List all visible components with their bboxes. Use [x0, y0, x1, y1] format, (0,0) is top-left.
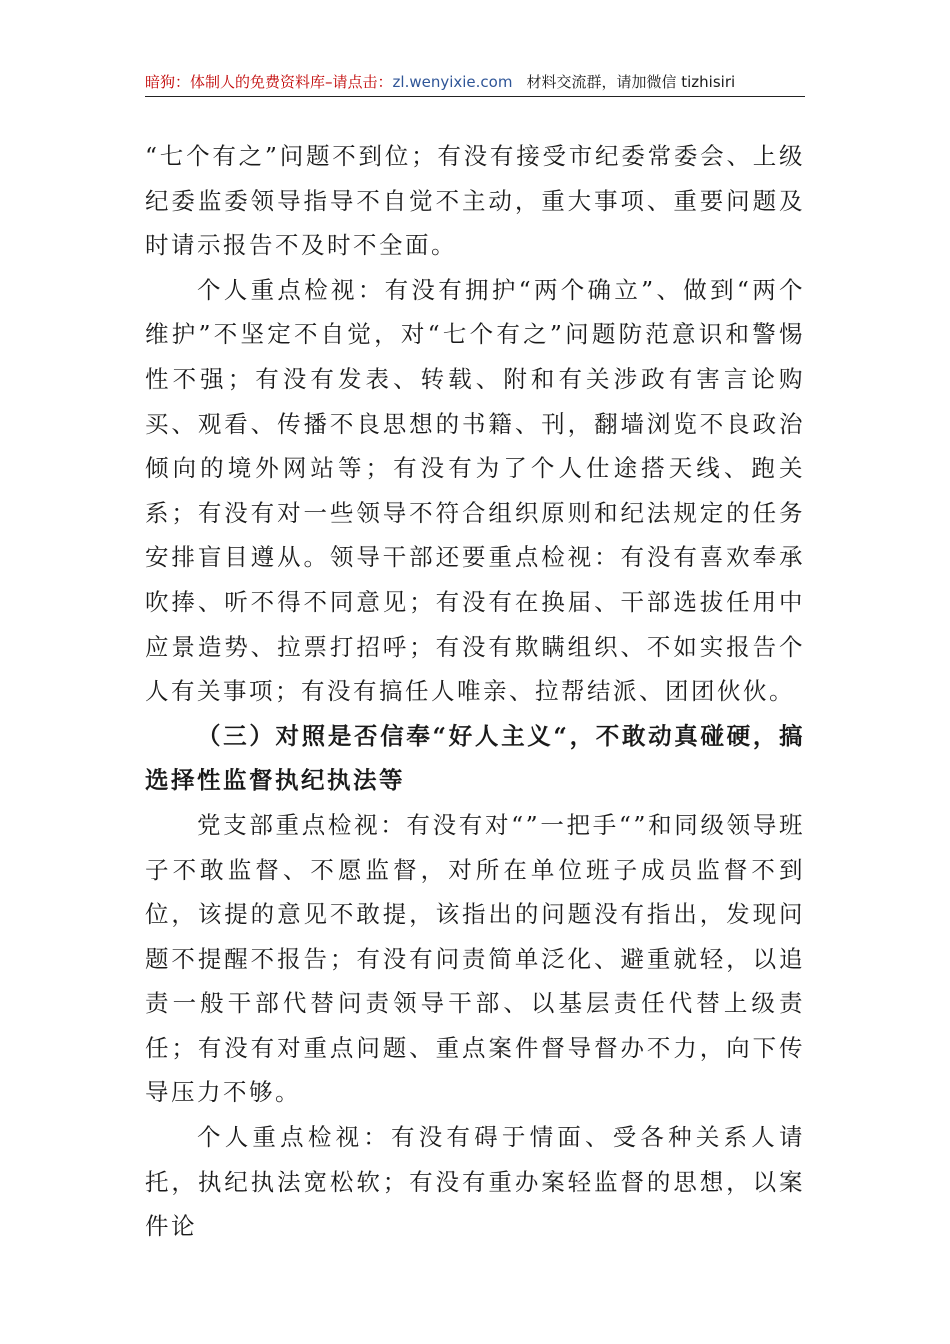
section-heading-3: （三）对照是否信奉“好人主义“，不敢动真碰硬，搞选择性监督执纪执法等	[145, 721, 805, 795]
document-body	[145, 134, 805, 1249]
paragraph-party-branch-review: 党支部重点检视：有没有对“”一把手“”和同级领导班子不敢监督、不愿监督，对所在单位班子成员监督不到位，该提的意见不敢提，该指出的问题没有指出，发现问题不提醒不报告；有没有问责简单泛化、避重就轻，以追责一般干部代替问责领导干部、以基层责任代替上级责任；有没有对重点问题、重点案件督导督办不力，向下传导压力不够。	[145, 810, 805, 1107]
paragraph-personal-review-2: 个人重点检视：有没有碍于情面、受各种关系人请托，执纪执法宽松软；有没有重办案轻监督的思想，以案件论	[145, 1123, 805, 1241]
header-brand: 暗狗：体制人的免费资料库	[145, 73, 326, 91]
paragraph-personal-review-1: 个人重点检视：有没有拥护“两个确立”、做到“两个维护”不坚定不自觉，对“七个有之”问题防范意识和警惕性不强；有没有发表、转载、附和有关涉政有害言论购买、观看、传播不良思想的书籍、刊，翻墙浏览不良政治倾向的境外网站等；有没有为了个人仕途搭天线、跑关系；有没有对一些领导不符合组织原则和纪法规定的任务安排盲目遵从。领导干部还要重点检视：有没有喜欢奉承吹捧、听不得不同意见；有没有在换届、干部选拔任用中应景造势、拉票打招呼；有没有欺瞒组织、不如实报告个人有关事项；有没有搞任人唯亲、拉帮结派、团团伙伙。	[145, 275, 805, 706]
header-contact: 材料交流群，请加微信 tizhisiri	[526, 73, 736, 91]
header-divider	[145, 96, 805, 97]
header-link[interactable]: zl.wenyixie.com	[392, 73, 513, 91]
page-header	[145, 68, 805, 96]
header-prompt: –请点击：	[325, 73, 393, 91]
paragraph-continuation: “七个有之”问题不到位；有没有接受市纪委常委会、上级纪委监委领导指导不自觉不主动，重大事项、重要问题及时请示报告不及时不全面。	[145, 142, 805, 260]
